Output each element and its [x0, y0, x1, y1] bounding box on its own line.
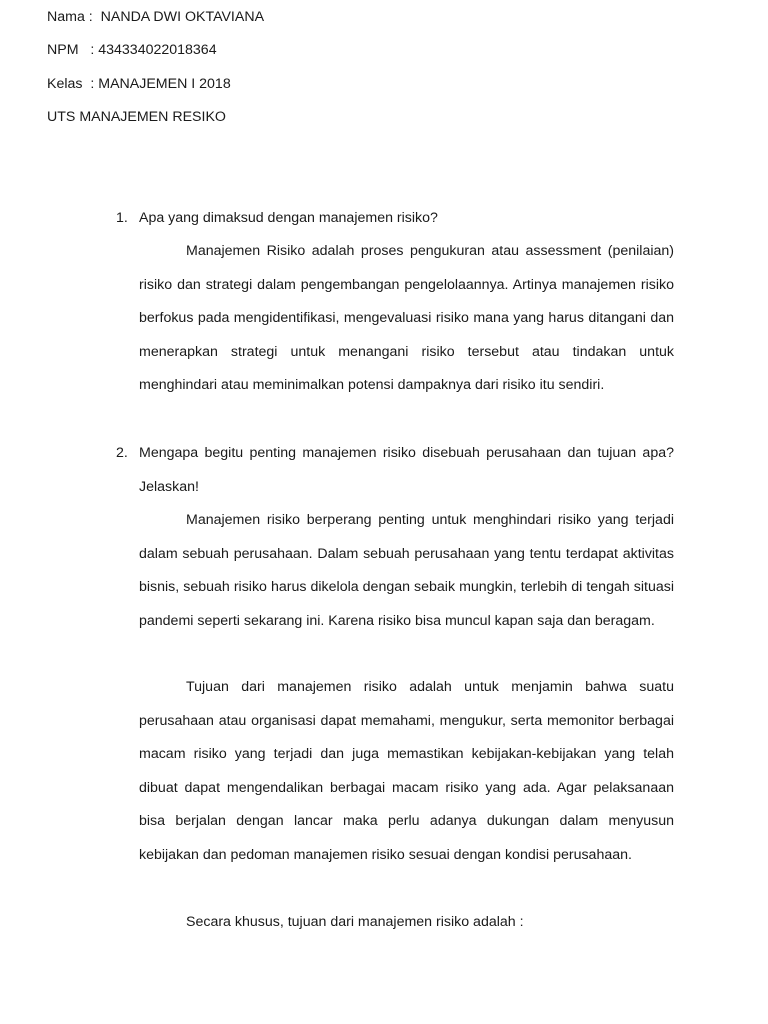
document-title: UTS MANAJEMEN RESIKO	[47, 109, 226, 125]
question-number: 1.	[116, 210, 128, 226]
answer-paragraph: Manajemen risiko berperang penting untuk menghindari risiko yang terjadi dalam sebuah perusahaan. Dalam sebuah perusahaan yang tentu terdapat aktivitas bisnis, sebuah risiko harus dikelola dengan sebaik mungkin, terlebih di tengah situasi pandemi seperti sekarang ini. Karena risiko bisa muncul kapan saja dan beragam.	[139, 512, 674, 629]
question-text: Mengapa begitu penting manajemen risiko disebuah perusahaan dan tujuan apa? Jelaskan!	[139, 445, 674, 495]
answer-paragraph: Manajemen Risiko adalah proses pengukuran atau assessment (penilaian) risiko dan strategi dalam pengembangan pengelolaannya. Artinya manajemen risiko berfokus pada mengidentifikasi, mengevaluasi risiko mana yang harus ditangani dan menerapkan strategi untuk menangani risiko tersebut atau tindakan untuk menghindari atau meminimalkan potensi dampaknya dari risiko itu sendiri.	[139, 243, 674, 394]
question-text: Apa yang dimaksud dengan manajemen risiko?	[139, 210, 438, 226]
answer-paragraph: Tujuan dari manajemen risiko adalah untuk menjamin bahwa suatu perusahaan atau organisasi dapat memahami, mengukur, serta memonitor berbagai macam risiko yang terjadi dan juga memastikan kebijakan-kebijakan yang telah dibuat dapat mengendalikan berbagai macam risiko yang ada. Agar pelaksanaan bisa berjalan dengan lancar maka perlu adanya dukungan dalam menyusun kebijakan dan pedoman manajemen risiko sesuai dengan kondisi perusahaan.	[139, 679, 674, 863]
answer-paragraph: Secara khusus, tujuan dari manajemen risiko adalah :	[186, 914, 524, 930]
student-class-line: Kelas : MANAJEMEN I 2018	[47, 76, 231, 92]
student-name-line: Nama : NANDA DWI OKTAVIANA	[47, 9, 265, 25]
question-number: 2.	[116, 445, 128, 461]
student-npm-line: NPM : 434334022018364	[47, 42, 217, 58]
